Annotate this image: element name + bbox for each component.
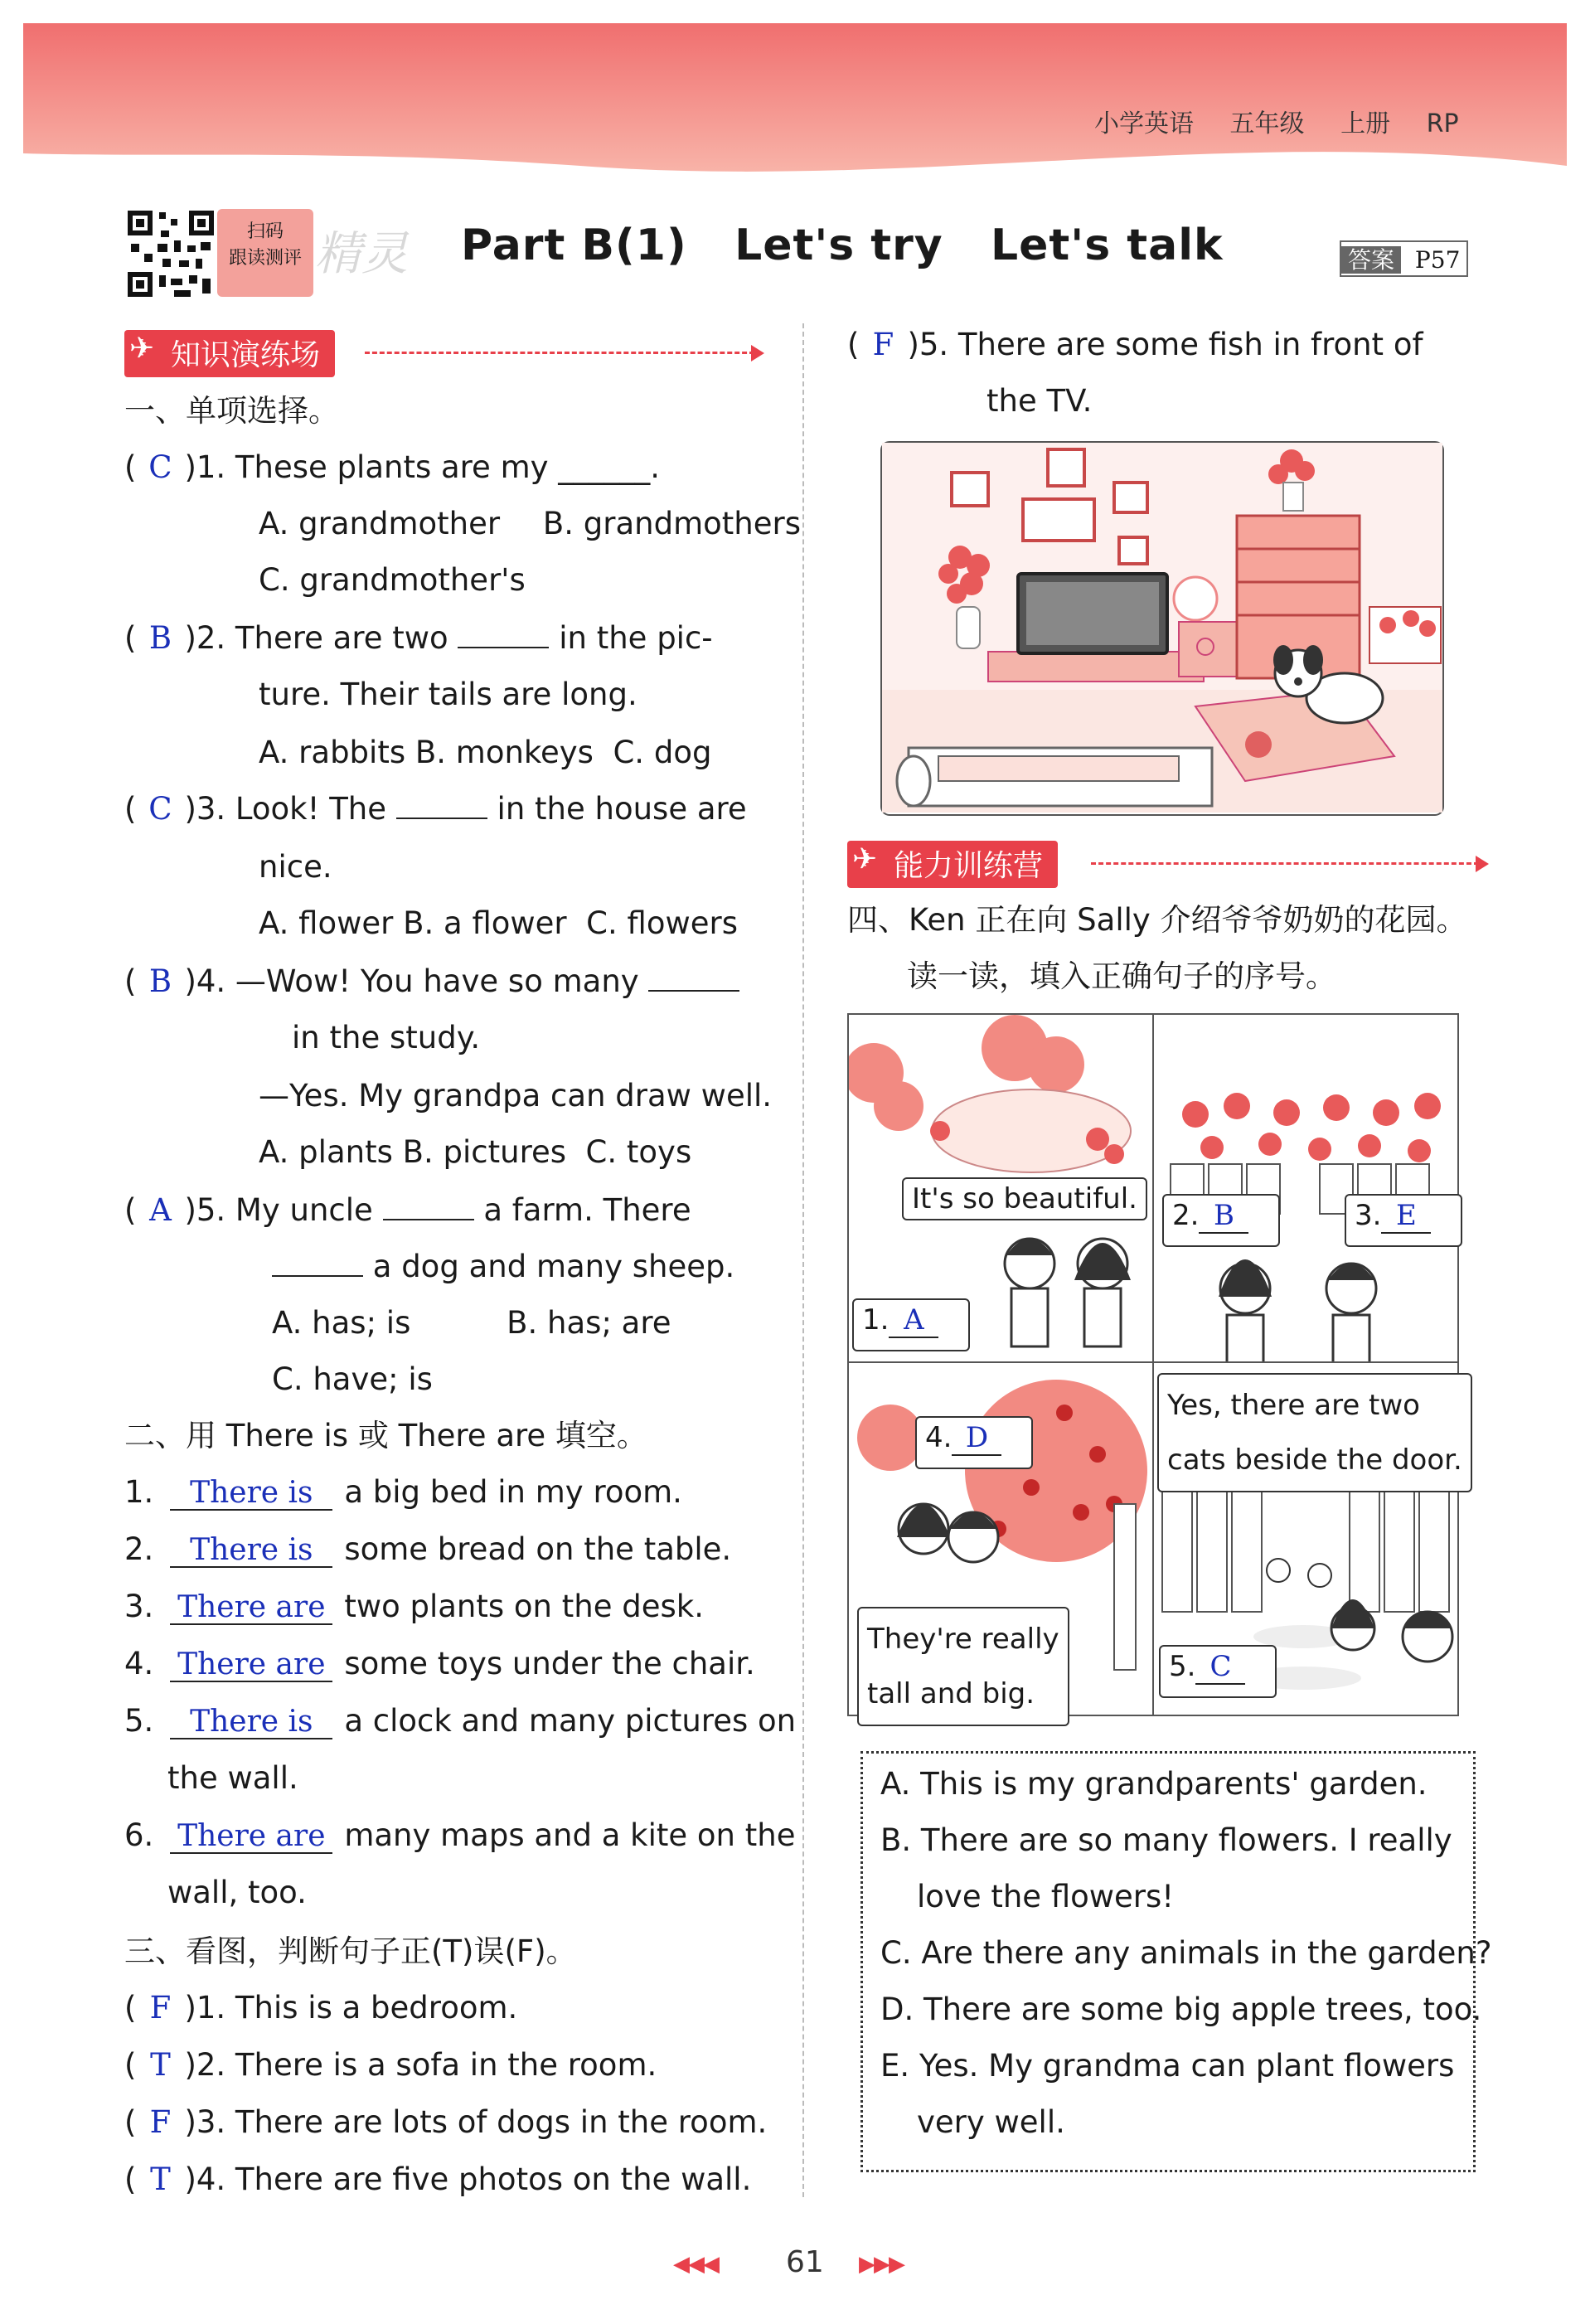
answer-mark[interactable]: B [148, 620, 172, 656]
scan-tag[interactable] [217, 209, 313, 297]
answer-label: 答案 [1341, 246, 1401, 274]
q4-options: A. plants B. pictures C. toys [259, 1134, 692, 1170]
option: A. has; is [272, 1305, 411, 1341]
true-false-item: ( F )1. This is a bedroom. [124, 1988, 517, 2028]
answer-blank[interactable]: A [889, 1303, 938, 1338]
answer-page: P57 [1414, 246, 1461, 274]
part4-heading: 四、Ken 正在向 Sally 介绍爷爷奶奶的花园。 [847, 902, 1467, 938]
option-line: B. There are so many flowers. I really [880, 1822, 1452, 1858]
answer-mark[interactable]: F [149, 1990, 172, 2026]
q1-options-row [259, 504, 801, 544]
q3-continuation: nice. [259, 849, 332, 885]
answer-mark[interactable]: A [149, 1192, 172, 1228]
q5-continuation [272, 1247, 734, 1287]
question-text: )2. There is a sofa in the room. [184, 2047, 657, 2083]
item-number: 1. [124, 1474, 154, 1510]
speech-bubble-blank-2: 2. B [1162, 1194, 1280, 1247]
speech-bubble: They're really tall and big. [857, 1607, 1069, 1726]
tf-question-5-cont: the TV. [986, 383, 1093, 419]
fill-in-item [124, 1530, 731, 1570]
question-2: ( B )2. There are two in the pic- [124, 619, 713, 658]
q5-option-c: C. have; is [272, 1361, 433, 1397]
badge-dash-line [1091, 862, 1479, 865]
badge-icon: ✈ [129, 332, 155, 366]
q2-continuation: ture. Their tails are long. [259, 677, 637, 712]
answer-blank[interactable]: B [1199, 1199, 1248, 1234]
item-number: 4. [124, 1646, 154, 1681]
option-line: A. This is my grandparents' garden. [880, 1766, 1428, 1802]
item-number: 2. [124, 1531, 154, 1567]
part2-heading: 二、用 There is 或 There are 填空。 [124, 1418, 647, 1453]
answer-blank[interactable]: D [952, 1421, 1001, 1456]
question-text: in the pic- [559, 620, 713, 656]
item-number: 5. [124, 1703, 154, 1739]
answer-blank[interactable]: There is [170, 1535, 332, 1568]
tf-question-5: ( F )5. There are some fish in front of [847, 325, 1423, 365]
question-text: )4. There are five photos on the wall. [184, 2161, 752, 2197]
answer-mark[interactable]: T [150, 2047, 171, 2083]
qr-code-icon[interactable] [124, 207, 217, 300]
answer-blank[interactable]: There are [170, 1821, 332, 1854]
blank [458, 622, 549, 648]
q3-options: A. flower B. a flower C. flowers [259, 905, 738, 941]
question-3: ( C )3. Look! The in the house are [124, 789, 747, 829]
blank: ______. [558, 449, 661, 485]
option: A. grandmother [259, 506, 501, 541]
option-line: love the flowers! [917, 1879, 1175, 1914]
badge-arrow-icon [751, 345, 764, 361]
answer-mark[interactable]: C [148, 449, 172, 485]
item-text: a big bed in my room. [344, 1474, 682, 1510]
item-text: some toys under the chair. [344, 1646, 755, 1681]
answer-blank[interactable]: There is [170, 1477, 332, 1511]
speech-bubble: It's so beautiful. [902, 1177, 1147, 1220]
option-line: very well. [917, 2104, 1065, 2140]
badge-arrow-icon [1476, 856, 1489, 872]
edition-label: RP [1426, 109, 1459, 138]
item-text: two plants on the desk. [344, 1589, 704, 1624]
fill-in-item [124, 1587, 704, 1627]
blank [383, 1194, 474, 1220]
grade-label: 五年级 [1229, 109, 1305, 138]
living-room-illustration [880, 441, 1444, 816]
answer-blank[interactable]: C [1195, 1650, 1245, 1685]
section-badge-knowledge: 知识演练场 [124, 330, 335, 377]
question-text: )2. There are two [184, 620, 448, 656]
blank [396, 793, 487, 819]
question-4: ( B )4. —Wow! You have so many [124, 962, 739, 1002]
answer-mark[interactable]: F [872, 327, 894, 362]
question-text: )5. There are some fish in front of [907, 327, 1423, 362]
item-continuation: the wall. [167, 1760, 298, 1796]
fill-in-item [124, 1473, 682, 1512]
true-false-item: ( T )2. There is a sofa in the room. [124, 2045, 657, 2085]
q2-options: A. rabbits B. monkeys C. dog [259, 735, 712, 770]
part1-heading: 一、单项选择。 [124, 393, 339, 429]
question-text: a farm. There [483, 1192, 691, 1228]
speech-bubble-blank-5: 5. C [1159, 1645, 1277, 1698]
flower-bed-scene [1154, 1015, 1457, 1363]
question-text: )3. Look! The [184, 791, 387, 827]
answer-blank[interactable]: E [1381, 1199, 1431, 1234]
option-line: D. There are some big apple trees, too. [880, 1992, 1482, 2027]
answer-blank[interactable]: There are [170, 1592, 332, 1625]
header-banner [0, 0, 1590, 191]
question-text: a dog and many sheep. [372, 1249, 735, 1284]
answer-reference[interactable] [1340, 240, 1468, 277]
question-text: )3. There are lots of dogs in the room. [184, 2104, 768, 2140]
watermark-logo: 精灵 [315, 227, 408, 281]
subject-label: 小学英语 [1094, 109, 1194, 138]
option: B. has; are [507, 1305, 671, 1341]
section-badge-ability: 能力训练营 [847, 841, 1058, 888]
footer-next-icon[interactable]: ▶▶▶ [859, 2252, 904, 2277]
item-text: many maps and a kite on the [344, 1817, 796, 1853]
true-false-item: ( T )4. There are five photos on the wall. [124, 2160, 751, 2200]
answer-mark[interactable]: C [148, 791, 172, 827]
column-divider [802, 323, 804, 2197]
blank [272, 1250, 363, 1277]
page-number: 61 [786, 2245, 824, 2279]
answer-blank[interactable]: There is [170, 1706, 332, 1739]
true-false-item: ( F )3. There are lots of dogs in the room. [124, 2103, 767, 2142]
item-text: a clock and many pictures on [344, 1703, 797, 1739]
speech-bubble-blank-3: 3. E [1345, 1194, 1462, 1247]
answer-mark[interactable]: B [148, 963, 172, 999]
answer-blank[interactable]: There are [170, 1649, 332, 1682]
fill-in-item [124, 1816, 796, 1856]
question-1: ( C )1. These plants are my ______. [124, 448, 660, 488]
q1-option-c: C. grandmother's [259, 562, 526, 598]
question-text: )1. These plants are my [184, 449, 549, 485]
part4-subheading: 读一读，填入正确句子的序号。 [907, 958, 1336, 994]
comic-panel-2 [1152, 1013, 1459, 1365]
question-text: )1. This is a bedroom. [184, 1990, 518, 2026]
question-5: ( A )5. My uncle a farm. There [124, 1191, 691, 1230]
q4-reply: —Yes. My grandpa can draw well. [259, 1078, 773, 1113]
speech-bubble: Yes, there are two cats beside the door. [1157, 1373, 1472, 1492]
follow-read-label: 跟读测评 [228, 248, 302, 269]
part3-heading: 三、看图，判断句子正(T)误(F)。 [124, 1933, 577, 1969]
item-text: some bread on the table. [344, 1531, 732, 1567]
header-subject-info [1094, 103, 1459, 139]
badge-dash-line [365, 352, 754, 354]
blank [648, 965, 739, 992]
item-number: 3. [124, 1589, 154, 1624]
answer-mark[interactable]: T [150, 2161, 171, 2197]
fill-in-item [124, 1701, 796, 1741]
option-line: E. Yes. My grandma can plant flowers [880, 2048, 1455, 2084]
scan-label: 扫码 [246, 221, 284, 242]
option: B. grandmothers [542, 506, 801, 541]
volume-label: 上册 [1340, 109, 1391, 138]
speech-bubble-blank-4: 4. D [915, 1416, 1033, 1469]
footer-prev-icon[interactable]: ◀◀◀ [673, 2252, 718, 2277]
answer-mark[interactable]: F [149, 2104, 172, 2140]
question-text: )4. —Wow! You have so many [184, 963, 639, 999]
item-number: 6. [124, 1817, 154, 1853]
option-line: C. Are there any animals in the garden? [880, 1935, 1492, 1971]
question-text: )5. My uncle [184, 1192, 373, 1228]
q5-options-row [272, 1303, 671, 1343]
page-title: Part B(1) Let's try Let's talk [461, 221, 1224, 270]
badge-icon: ✈ [852, 842, 878, 876]
q4-continuation: in the study. [292, 1020, 481, 1055]
item-continuation: wall, too. [167, 1875, 307, 1910]
speech-bubble-blank-1: 1. A [852, 1298, 970, 1351]
question-text: in the house are [497, 791, 747, 827]
fill-in-item [124, 1644, 755, 1684]
